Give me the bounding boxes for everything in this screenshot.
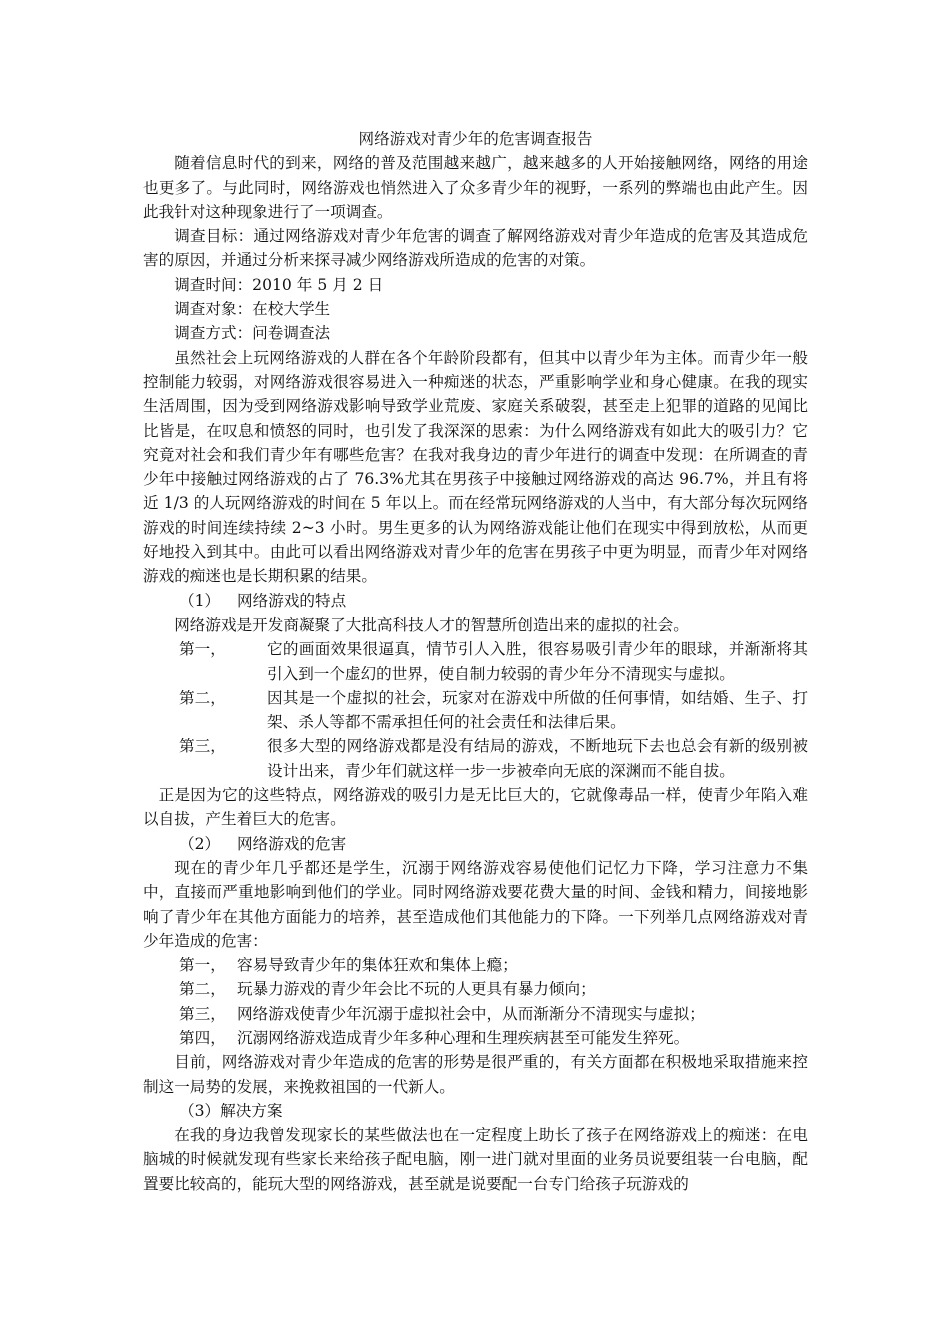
- section-2-point: [143, 1026, 808, 1050]
- intro-paragraph: 随着信息时代的到来，网络的普及范围越来越广，越来越多的人开始接触网络，网络的用途也更多了。与此同时，网络游戏也悄然进入了众多青少年的视野，一系列的弊端也由此产生。因此我针对这种现象进行了一项调查。: [143, 154, 808, 221]
- section-2-lead: 现在的青少年几乎都还是学生，沉溺于网络游戏容易使他们记忆力下降，学习注意力不集中，直接而严重地影响到他们的学业。同时网络游戏要花费大量的时间、金钱和精力，间接地影响了青少年在其他方面能力的培养，甚至造成他们其他能力的下降。一下列举几点网络游戏对青少年造成的危害：: [143, 858, 808, 950]
- section-1-title: 网络游戏的特点: [237, 591, 347, 610]
- section-2-title: 网络游戏的危害: [237, 834, 347, 853]
- point-text: 因其是一个虚拟的社会，玩家对在游戏中所做的任何事情，如结婚、生子、打架、杀人等都不需承担任何的社会责任和法律后果。: [267, 688, 808, 732]
- section-2-point: [143, 977, 808, 1001]
- document-page: [143, 127, 808, 1196]
- survey-method: 调查方式：问卷调查法: [174, 324, 331, 343]
- point-label: 第一，: [179, 956, 226, 975]
- section-1-lead: 网络游戏是开发商凝聚了大批高科技人才的智慧所创造出来的虚拟的社会。: [174, 615, 689, 634]
- survey-time: 调查时间：2010 年 5 月 2 日: [174, 275, 384, 294]
- section-2-point: [143, 1002, 808, 1026]
- point-label: 第四，: [179, 1028, 226, 1047]
- point-text: 容易导致青少年的集体狂欢和集体上瘾；: [237, 956, 518, 975]
- section-3-text: 在我的身边我曾发现家长的某些做法也在一定程度上助长了孩子在网络游戏上的痴迷：在电脑城的时候就发现有些家长来给孩子配电脑，刚一进门就对里面的业务员说要组装一台电脑，配置要比较高的，能玩大型的网络游戏，甚至就是说要配一台专门给孩子玩游戏的: [143, 1126, 808, 1193]
- section-2-conclusion: 目前，网络游戏对青少年造成的危害的形势是很严重的，有关方面都在积极地采取措施来控制这一局势的发展，来挽救祖国的一代新人。: [143, 1053, 808, 1096]
- point-label: 第二，: [179, 980, 226, 999]
- section-3-heading: （3）解决方案: [179, 1101, 283, 1120]
- point-text: 很多大型的网络游戏都是没有结局的游戏，不断地玩下去也总会有新的级别被设计出来，青少年们就这样一步一步被牵向无底的深渊而不能自拔。: [267, 737, 808, 780]
- section-1-number: （1）: [179, 591, 221, 610]
- point-label: 第二，: [179, 688, 226, 707]
- survey-subject: 调查对象：在校大学生: [174, 300, 331, 319]
- section-1-point: [143, 734, 808, 783]
- section-1-conclusion: 正是因为它的这些特点，网络游戏的吸引力是无比巨大的，它就像毒品一样，使青少年陷入难以自拔，产生着巨大的危害。: [143, 786, 808, 829]
- point-label: 第三，: [179, 1004, 226, 1023]
- section-2-point: [143, 953, 808, 977]
- section-1-point: [143, 686, 808, 735]
- section-2-heading: [143, 832, 808, 856]
- point-label: 第一，: [179, 640, 226, 659]
- point-text: 玩暴力游戏的青少年会比不玩的人更具有暴力倾向；: [237, 980, 596, 999]
- section-1-point: [143, 637, 808, 686]
- point-text: 网络游戏使青少年沉溺于虚拟社会中，从而渐渐分不清现实与虚拟；: [237, 1004, 705, 1023]
- point-text: 沉溺网络游戏造成青少年多种心理和生理疾病甚至可能发生猝死。: [237, 1028, 690, 1047]
- findings-paragraph: 虽然社会上玩网络游戏的人群在各个年龄阶段都有，但其中以青少年为主体。而青少年一般控制能力较弱，对网络游戏很容易进入一种痴迷的状态，严重影响学业和身心健康。在我的现实生活周围，因为受到网络游戏影响导致学业荒废、家庭关系破裂，甚至走上犯罪的道路的见闻比比皆是，在叹息和愤怒的同时，也引发了我深深的思索：为什么网络游戏有如此大的吸引力？它究竟对社会和我们青少年有哪些危害？在我对我身边的青少年进行的调查中发现：在所调查的青少年中接触过网络游戏的占了 76.3%尤其在男孩子中接触过网络游戏的高达 96.7%，并且有将近 1/3 的人玩网络游戏的时间在 5 年以上。而在经常玩网络游戏的人当中，有大部分每次玩网络游戏的时间连续持续 2~3 小时。男生更多的认为网络游戏能让他们在现实中得到放松，从而更好地投入到其中。由此可以看出网络游戏对青少年的危害在男孩子中更为明显，而青少年对网络游戏的痴迷也是长期积累的结果。: [143, 348, 808, 586]
- survey-goal: 调查目标：通过网络游戏对青少年危害的调查了解网络游戏对青少年造成的危害及其造成危害的原因，并通过分析来探寻减少网络游戏所造成的危害的对策。: [143, 227, 808, 270]
- section-1-heading: [143, 589, 808, 613]
- section-2-number: （2）: [179, 834, 221, 853]
- point-text: 它的画面效果很逼真，情节引人入胜，很容易吸引青少年的眼球，并渐渐将其引入到一个虚幻的世界，使自制力较弱的青少年分不清现实与虚拟。: [267, 640, 808, 683]
- document-title: 网络游戏对青少年的危害调查报告: [358, 130, 593, 148]
- point-label: 第三，: [179, 737, 226, 756]
